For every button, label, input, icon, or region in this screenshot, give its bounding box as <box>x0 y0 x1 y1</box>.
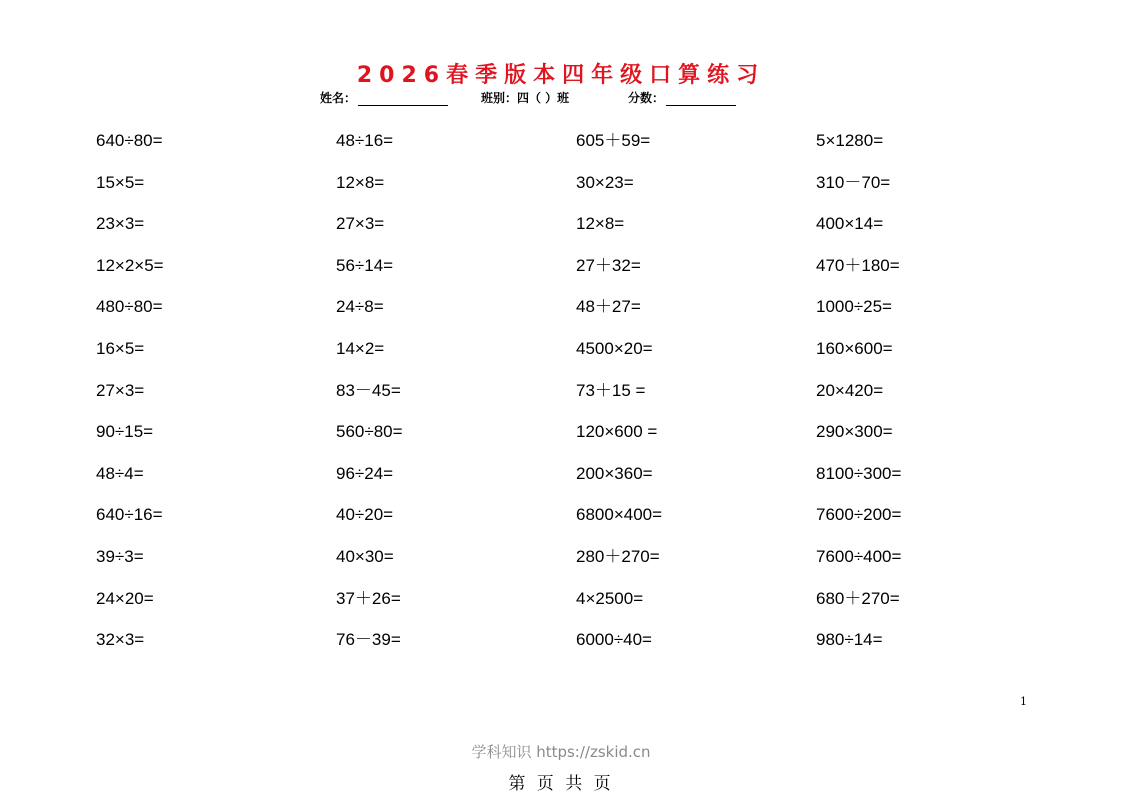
score-label: 分数： <box>628 91 665 105</box>
problem-item: 640÷16= <box>96 505 163 525</box>
problem-item: 12×8= <box>576 214 625 234</box>
problem-item: 160×600= <box>816 338 893 358</box>
problem-item: 48＋27= <box>576 297 641 317</box>
problem-item: 40×30= <box>336 546 394 566</box>
problem-item: 5×1280= <box>816 131 884 150</box>
problem-item: 12×8= <box>336 172 385 192</box>
problem-item: 7600÷200= <box>816 505 902 525</box>
problem-item: 470＋180= <box>816 255 900 275</box>
name-label: 姓名： <box>320 91 357 105</box>
problem-item: 39÷3= <box>96 546 144 566</box>
problem-item: 280＋270= <box>576 546 660 566</box>
problem-item: 1000÷25= <box>816 297 892 317</box>
student-info-row <box>0 89 1122 109</box>
problem-item: 48÷4= <box>96 463 144 483</box>
problem-item: 48÷16= <box>336 131 394 150</box>
problem-item: 76－39= <box>336 630 401 650</box>
problem-item: 640÷80= <box>96 131 163 150</box>
watermark-text: 学科知识 https://zskid.cn <box>471 743 651 761</box>
page-number: 1 <box>1020 695 1027 708</box>
score-field <box>628 89 736 106</box>
problem-item: 6000÷40= <box>576 630 652 650</box>
problem-item: 680＋270= <box>816 588 900 608</box>
problem-item: 6800×400= <box>576 505 663 525</box>
problem-item: 23×3= <box>96 214 145 234</box>
problem-item: 32×3= <box>96 630 145 650</box>
problem-item: 96÷24= <box>336 463 394 483</box>
class-field <box>481 89 569 106</box>
name-blank-line <box>358 93 448 106</box>
problem-item: 27×3= <box>336 214 385 234</box>
problem-grid <box>96 128 1056 669</box>
problem-item: 480÷80= <box>96 297 163 317</box>
name-field <box>320 89 448 106</box>
problem-item: 27×3= <box>96 380 145 400</box>
problem-item: 12×2×5= <box>96 255 164 275</box>
problem-item: 290×300= <box>816 422 893 442</box>
problem-item: 90÷15= <box>96 422 154 442</box>
class-label: 班别：四（ ）班 <box>481 91 570 105</box>
problem-item: 400×14= <box>816 214 884 234</box>
problem-item: 560÷80= <box>336 422 403 442</box>
problem-item: 605＋59= <box>576 131 651 150</box>
problem-item: 980÷14= <box>816 630 883 650</box>
problem-item: 14×2= <box>336 338 385 358</box>
problem-item: 200×360= <box>576 463 653 483</box>
problem-item: 24÷8= <box>336 297 384 317</box>
problem-item: 37＋26= <box>336 588 401 608</box>
problem-item: 27＋32= <box>576 255 641 275</box>
problem-item: 40÷20= <box>336 505 394 525</box>
problem-item: 24×20= <box>96 588 154 608</box>
problem-item: 83－45= <box>336 380 401 400</box>
problem-item: 8100÷300= <box>816 463 902 483</box>
problem-item: 7600÷400= <box>816 546 902 566</box>
problem-item: 4500×20= <box>576 338 653 358</box>
problem-item: 56÷14= <box>336 255 394 275</box>
problem-item: 16×5= <box>96 338 145 358</box>
problem-item: 73＋15 = <box>576 380 646 400</box>
problem-item: 310－70= <box>816 172 891 192</box>
page-footer: 第 页 共 页 <box>508 774 614 794</box>
problem-item: 4×2500= <box>576 588 644 608</box>
problem-item: 120×600 = <box>576 422 658 442</box>
score-blank-line <box>666 93 736 106</box>
problem-item: 30×23= <box>576 172 634 192</box>
problem-item: 15×5= <box>96 172 145 192</box>
worksheet-title: 2026春季版本四年级口算练习 <box>356 63 766 88</box>
problem-item: 20×420= <box>816 380 884 400</box>
